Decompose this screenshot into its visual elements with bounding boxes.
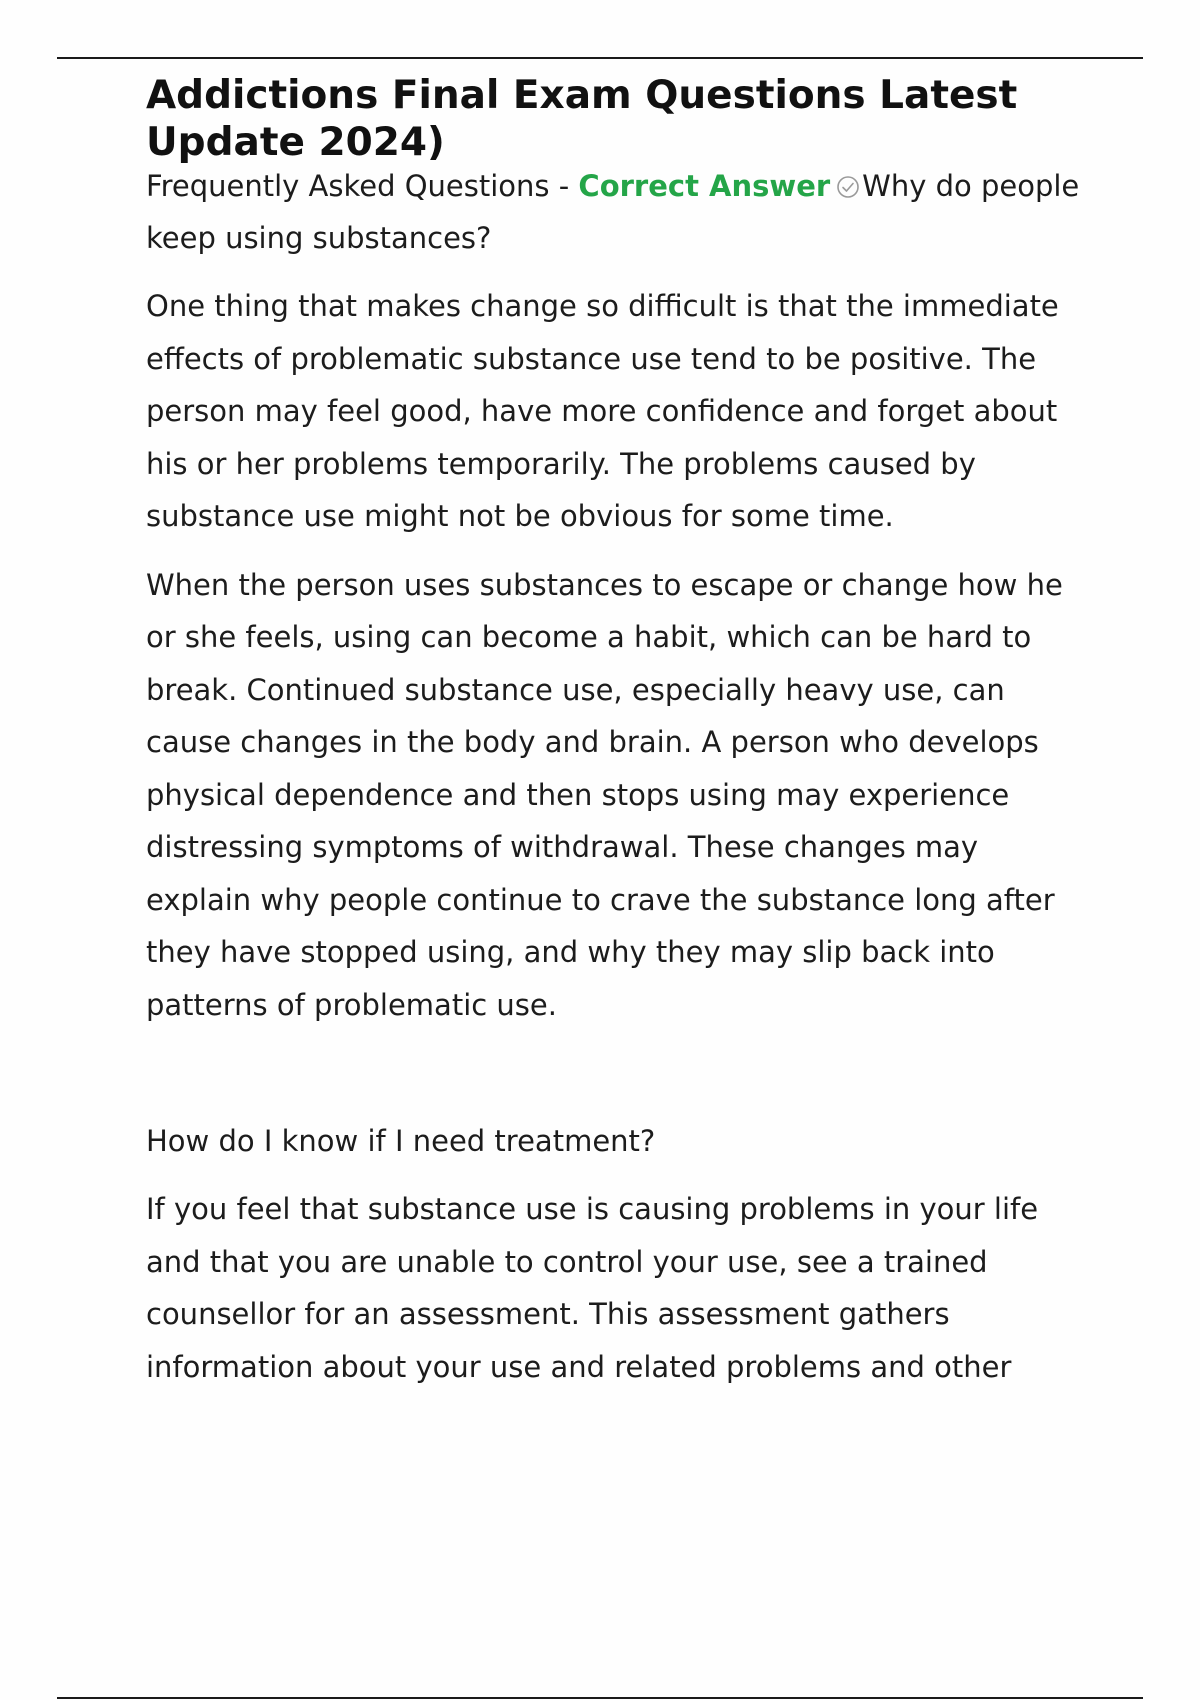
intro-line [146,160,1086,264]
correct-answer-label: Correct Answer [578,169,831,203]
question-2: How do I know if I need treatment? [146,1124,656,1158]
answer-paragraph-2: When the person uses substances to escape or change how he or she feels, using can become a habit, which can be hard to break. Continued substance use, especially heavy use, can cause changes in the body and brain. A person who develops physical dependence and then stops using may experience distressing symptoms of withdrawal. These changes may explain why people continue to crave the substance long after they have stopped using, and why they may slip back into patterns of problematic use. [146,567,1063,1022]
check-circle-icon [836,163,860,187]
intro-question: Why do people keep using substances? [146,169,1080,255]
bottom-divider [57,1697,1143,1699]
intro-prefix: Frequently Asked Questions - [146,169,579,203]
document-content [146,72,1086,1393]
answer-paragraph-3: If you feel that substance use is causing problems in your life and that you are unable to control your use, see a trained counsellor for an assessment. This assessment gathers information about your use and related problems and other [146,1192,1039,1384]
document-title: Addictions Final Exam Questions Latest Update 2024) [146,73,1018,165]
top-divider [57,57,1143,59]
answer-paragraph-1: One thing that makes change so difficult is that the immediate effects of problematic substance use tend to be positive. The person may feel good, have more confidence and forget about his or her problems temporarily. The problems caused by substance use might not be obvious for some time. [146,289,1059,533]
